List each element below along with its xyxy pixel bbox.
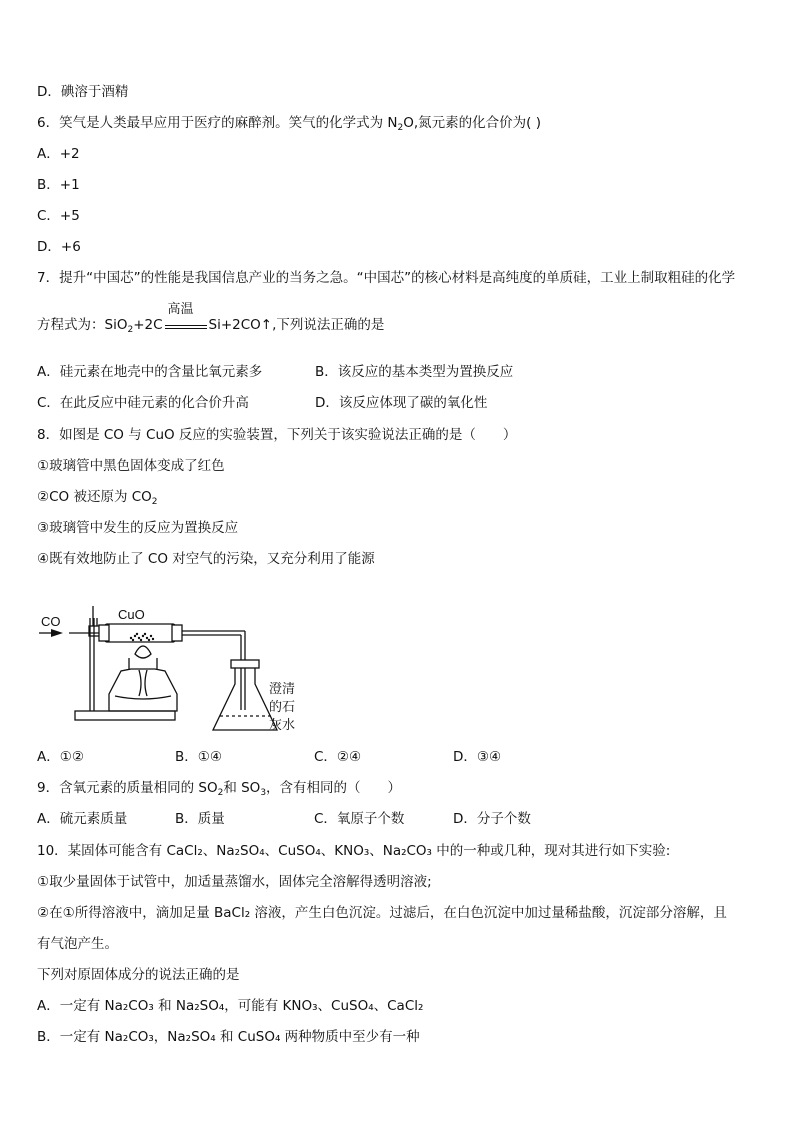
q6-stem-b: O,氮元素的化合价为( ) — [403, 115, 541, 131]
q8-statement-1: ①玻璃管中黑色固体变成了红色 — [37, 458, 225, 474]
q6-option-a: A．+2 — [37, 146, 80, 162]
q10-ask: 下列对原固体成分的说法正确的是 — [37, 967, 240, 983]
label-limewater-2: 的石 — [269, 700, 296, 715]
label-cuo: CuO — [118, 607, 145, 622]
q8-option-b: B．①④ — [175, 749, 222, 765]
q7-reaction-arrow — [165, 302, 207, 334]
q8-s2-sub: 2 — [151, 497, 158, 507]
q7-eq-sub: 2 — [127, 325, 134, 335]
q9-stem — [37, 779, 401, 797]
q8-statement-4: ④既有效地防止了 CO 对空气的污染，又充分利用了能源 — [37, 551, 375, 567]
q10-step-2-line1: ②在①所得溶液中，滴加足量 BaCl₂ 溶液，产生白色沉淀。过滤后，在白色沉淀中加过量稀盐酸，沉淀部分溶解，且 — [37, 905, 727, 921]
q8-option-c: C．②④ — [314, 749, 362, 765]
flask-stopper — [231, 660, 259, 668]
q9-option-c: C．氧原子个数 — [314, 811, 405, 827]
q9-stem-a: 9．含氧元素的质量相同的 SO — [37, 780, 218, 796]
label-co: CO — [41, 614, 61, 629]
q9-stem-b: 和 SO — [223, 780, 261, 796]
q8-statement-2 — [37, 488, 158, 506]
q6-option-b: B．+1 — [37, 177, 80, 193]
q10-option-a: A．一定有 Na₂CO₃ 和 Na₂SO₄，可能有 KNO₃、CuSO₄、CaCl₂ — [37, 998, 424, 1014]
q7-equation-line — [37, 302, 385, 335]
q7-eq-prefix: 方程式为：SiO — [37, 317, 128, 333]
q10-step-1: ①取少量固体于试管中，加适量蒸馏水，固体完全溶解得透明溶液; — [37, 874, 432, 890]
q6-option-d: D．+6 — [37, 239, 81, 255]
q8-option-a: A．①② — [37, 749, 84, 765]
q10-step-2-line2: 有气泡产生。 — [37, 936, 118, 952]
q6-stem-a: 6．笑气是人类最早应用于医疗的麻醉剂。笑气的化学式为 N — [37, 115, 398, 131]
q5-option-d: D．碘溶于酒精 — [37, 84, 129, 100]
cuo-powder — [130, 633, 154, 641]
q8-s2-text: ②CO 被还原为 CO — [37, 489, 152, 505]
q10-option-b: B．一定有 Na₂CO₃，Na₂SO₄ 和 CuSO₄ 两种物质中至少有一种 — [37, 1029, 420, 1045]
q7-option-c: C．在此反应中硅元素的化合价升高 — [37, 395, 249, 411]
q7-option-d: D．该反应体现了碳的氧化性 — [315, 395, 488, 411]
q9-stem-sub2: 3 — [260, 788, 267, 798]
glass-tube — [105, 624, 175, 642]
q7-option-b: B．该反应的基本类型为置换反应 — [315, 364, 514, 380]
stand-base — [75, 711, 175, 720]
q9-stem-c: ，含有相同的（ ） — [266, 780, 402, 796]
q6-option-c: C．+5 — [37, 208, 80, 224]
label-limewater-3: 灰水 — [269, 718, 296, 733]
flame — [135, 646, 151, 658]
q9-stem-sub1: 2 — [217, 788, 224, 798]
q8-option-d: D．③④ — [453, 749, 502, 765]
q6-stem-sub: 2 — [397, 123, 404, 133]
q9-option-b: B．质量 — [175, 811, 225, 827]
left-stopper — [99, 625, 109, 641]
q7-eq-condition: 高温 — [167, 302, 194, 317]
q8-statement-3: ③玻璃管中发生的反应为置换反应 — [37, 520, 239, 536]
q7-option-a: A．硅元素在地壳中的含量比氧元素多 — [37, 364, 263, 380]
label-limewater-1: 澄清 — [269, 682, 296, 697]
alcohol-lamp — [109, 669, 177, 711]
q9-option-d: D．分子个数 — [453, 811, 531, 827]
q8-stem: 8．如图是 CO 与 CuO 反应的实验装置，下列关于该实验说法正确的是（ ） — [37, 427, 517, 443]
q7-stem-line1: 7．提升“中国芯”的性能是我国信息产业的当务之急。“中国芯”的核心材料是高纯度的单质硅，工业上制取粗硅的化学 — [37, 270, 736, 286]
q9-option-a: A．硫元素质量 — [37, 811, 128, 827]
q7-eq-products: Si+2CO↑,下列说法正确的是 — [208, 317, 385, 333]
q10-stem: 10．某固体可能含有 CaCl₂、Na₂SO₄、CuSO₄、KNO₃、Na₂CO₃ 中的一种或几种，现对其进行如下实验: — [37, 843, 671, 859]
q7-eq-reactant2: +2C — [133, 317, 163, 333]
right-stopper — [172, 625, 182, 641]
q6-stem — [37, 114, 541, 132]
co-cuo-apparatus-figure — [35, 598, 325, 740]
